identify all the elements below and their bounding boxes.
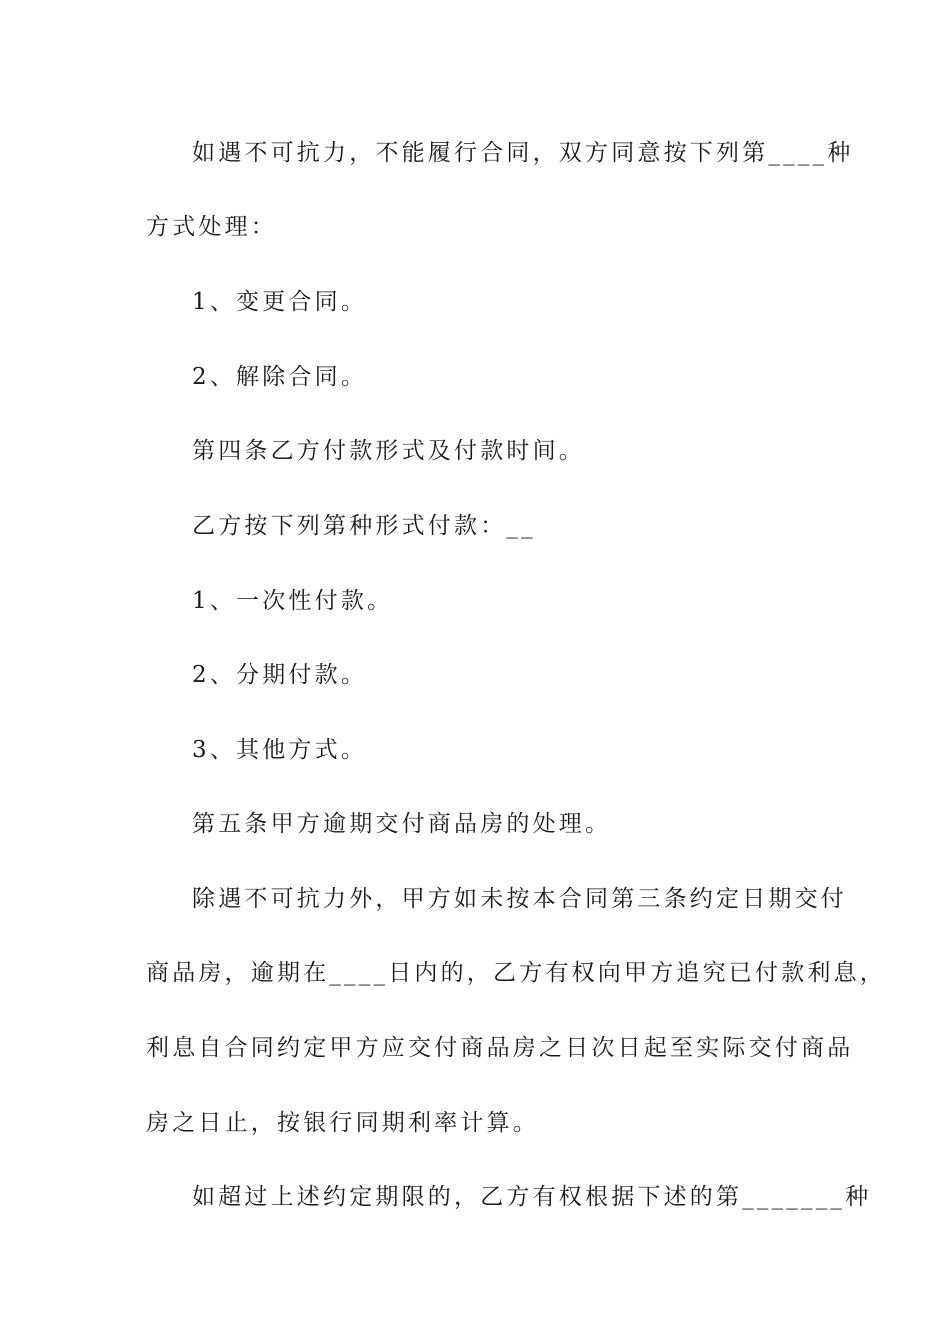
exceed-term-line-1: 如超过上述约定期限的，乙方有权根据下述的第_______种 [192,1184,872,1210]
article-5-heading: 第五条甲方逾期交付商品房的处理。 [192,811,612,837]
overdue-paragraph-line-4: 房之日止，按银行同期利率计算。 [146,1110,539,1136]
payment-form-line: 乙方按下列第种形式付款：__ [192,513,536,539]
overdue-paragraph-line-2: 商品房，逾期在____日内的，乙方有权向甲方追究已付款利息， [146,960,886,986]
payment-option-installment: 2、分期付款。 [192,662,368,688]
payment-option-other: 3、其他方式。 [192,737,368,763]
payment-option-lump-sum: 1、一次性付款。 [192,588,394,614]
option-terminate-contract: 2、解除合同。 [192,364,368,390]
option-change-contract: 1、变更合同。 [192,289,368,315]
overdue-paragraph-line-1: 除遇不可抗力外，甲方如未按本合同第三条约定日期交付 [192,886,847,912]
paragraph-force-majeure-line-1: 如遇不可抗力，不能履行合同，双方同意按下列第____种 [192,140,854,166]
article-4-heading: 第四条乙方付款形式及付款时间。 [192,438,585,464]
overdue-paragraph-line-3: 利息自合同约定甲方应交付商品房之日次日起至实际交付商品 [146,1035,854,1061]
paragraph-force-majeure-line-2: 方式处理： [146,214,277,240]
